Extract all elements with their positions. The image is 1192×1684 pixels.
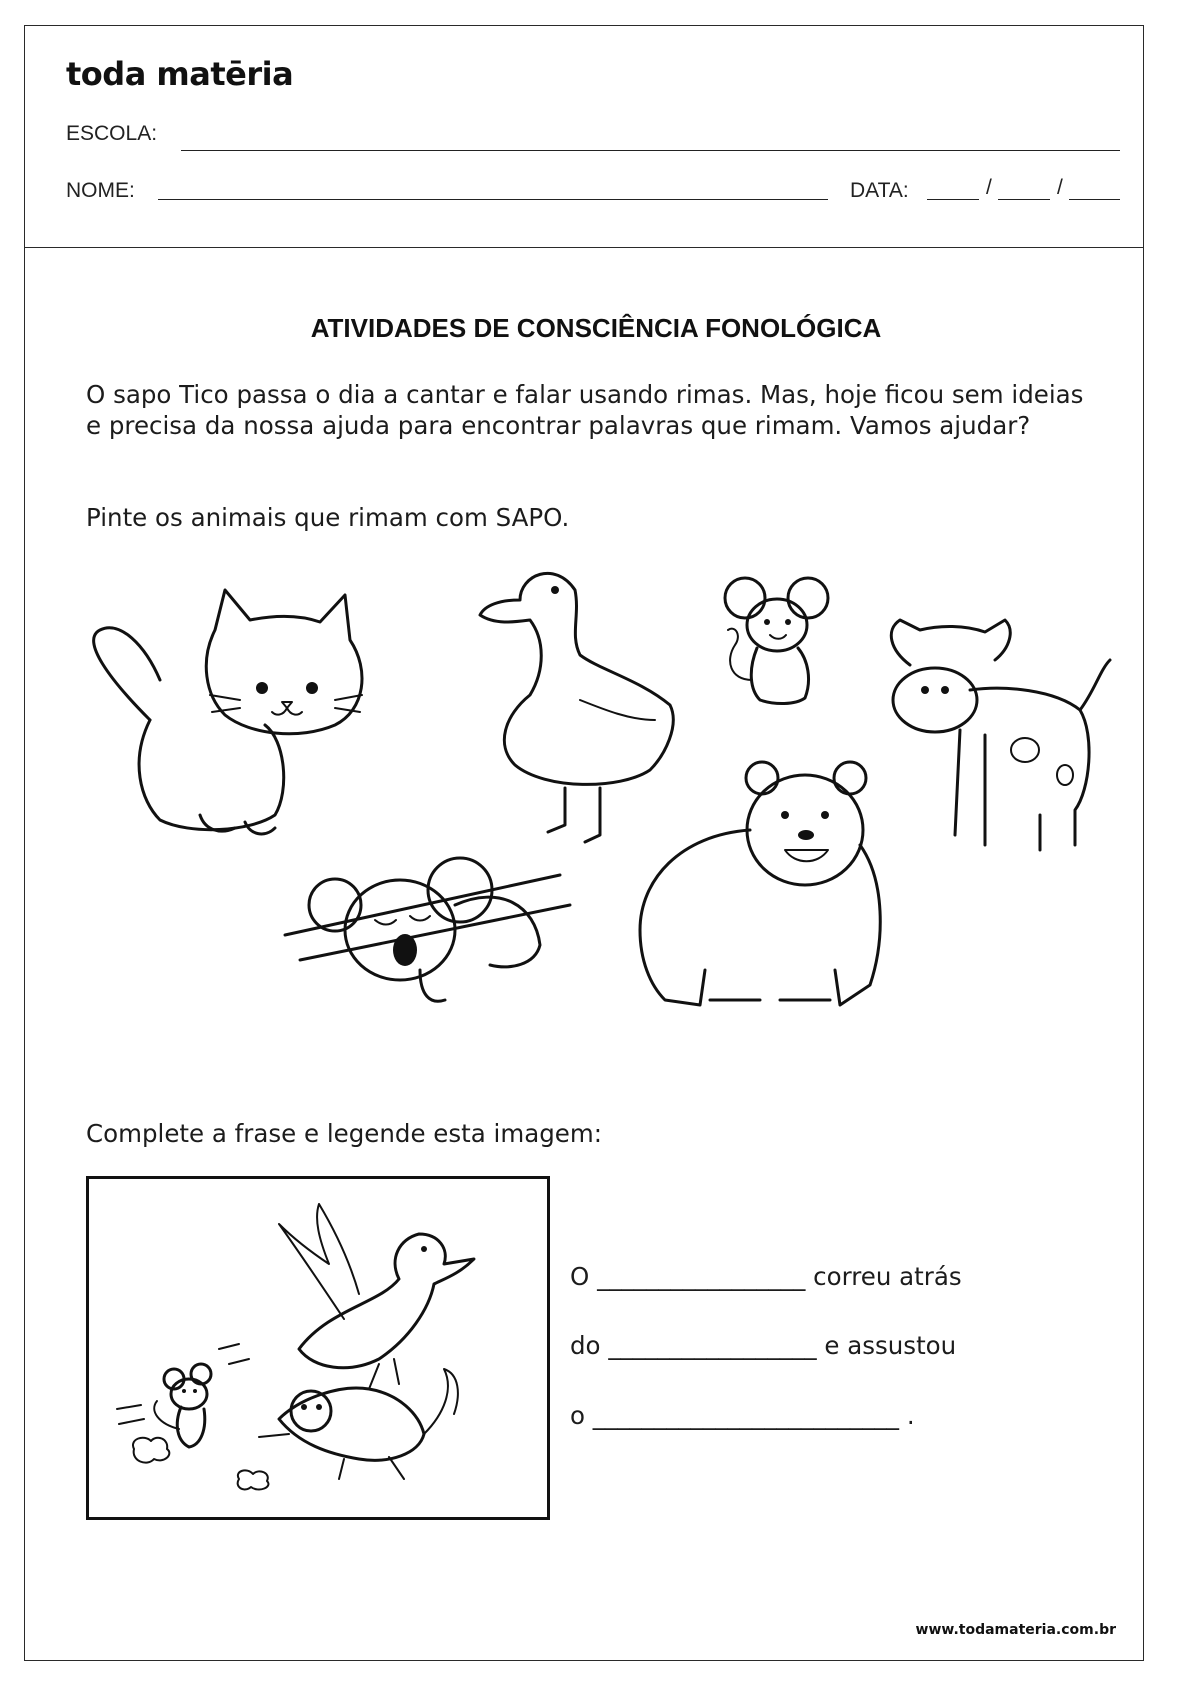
intro-paragraph: O sapo Tico passa o dia a cantar e falar usando rimas. Mas, hoje ficou sem ideias e precisa da nossa ajuda para encontrar palavras que rimam. Vamos ajudar? bbox=[86, 380, 1084, 440]
instruction-color-animals: Pinte os animais que rimam com SAPO. bbox=[86, 503, 570, 532]
header-divider bbox=[24, 247, 1144, 248]
instruction-complete-sentence: Complete a frase e legende esta imagem: bbox=[86, 1119, 602, 1148]
cow-icon[interactable] bbox=[891, 620, 1110, 850]
duck-chasing-cat-and-mouse-illustration bbox=[89, 1179, 547, 1517]
sentence-line-1[interactable]: O _________________ correu atrás bbox=[570, 1262, 962, 1291]
brand-logo: toda matēria bbox=[66, 55, 294, 93]
animals-coloring-area bbox=[0, 560, 1192, 1080]
sentence-line-3[interactable]: o _________________________ . bbox=[570, 1401, 915, 1430]
footer-website: www.todamateria.com.br bbox=[915, 1622, 1116, 1638]
bear-icon[interactable] bbox=[640, 762, 880, 1005]
date-separator: / bbox=[986, 176, 992, 199]
name-field[interactable] bbox=[158, 199, 828, 200]
date-day-field[interactable] bbox=[927, 199, 979, 200]
duck-icon[interactable] bbox=[480, 573, 673, 842]
name-label: NOME: bbox=[66, 179, 135, 202]
page-title: ATIVIDADES DE CONSCIÊNCIA FONOLÓGICA bbox=[310, 313, 882, 343]
scene-picture-frame bbox=[86, 1176, 550, 1520]
cat-icon[interactable] bbox=[94, 590, 362, 834]
date-label: DATA: bbox=[850, 179, 909, 202]
mouse-icon[interactable] bbox=[725, 578, 828, 704]
koala-icon[interactable] bbox=[285, 858, 570, 1001]
date-year-field[interactable] bbox=[1069, 199, 1120, 200]
school-field[interactable] bbox=[181, 150, 1120, 151]
date-month-field[interactable] bbox=[998, 199, 1050, 200]
school-label: ESCOLA: bbox=[66, 122, 158, 145]
sentence-line-2[interactable]: do _________________ e assustou bbox=[570, 1331, 957, 1360]
date-separator: / bbox=[1057, 176, 1063, 199]
